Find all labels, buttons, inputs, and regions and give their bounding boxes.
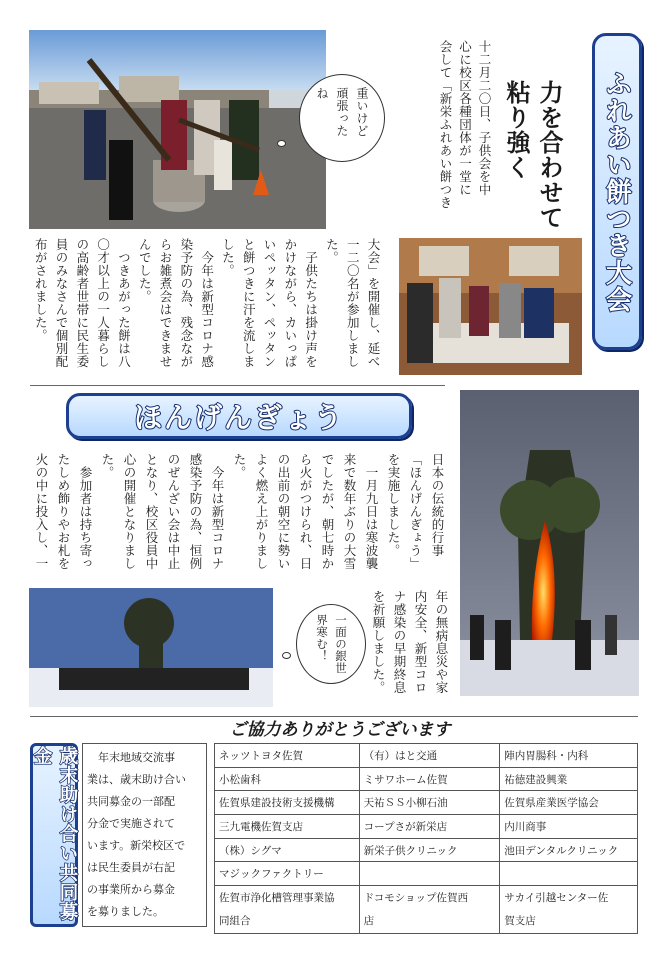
sponsor-cell — [500, 862, 638, 886]
divider-top — [30, 385, 445, 386]
sponsor-cell: 佐賀県産業医学協会 — [500, 791, 638, 815]
sponsor-cell: 陣内胃腸科・内科 — [500, 744, 638, 768]
sponsor-row — [215, 791, 638, 815]
sponsor-cell: 佐賀県建設技術支援機構 — [215, 791, 360, 815]
sponsor-cell: 賀支店 — [500, 909, 638, 933]
mochi-body-bottom: 大会」を開催し、延べ 一二〇名が参加しまし た。 子供たちは掛け声を かけながら、カいっぱ いペッタン、ペッタン と餅つきに汗を流しま した。 今年は新型コロナ感 染予防の為、残念なが らお雑煮会はできませ んでした。 つきあがった餅は八 〇才以上の一人暮らし の高齢者世帯に民生委 員のみなさんで個別配 布がされました。 — [33, 238, 381, 368]
sponsor-cell: ミサワホーム佐賀 — [359, 767, 500, 791]
sponsor-row — [215, 862, 638, 886]
sponsor-cell: ネッツトヨタ佐賀 — [215, 744, 360, 768]
sponsor-cell: （株）シグマ — [215, 838, 360, 862]
mochi-title-banner: ふれあい餅つき大会 — [592, 33, 642, 350]
sponsor-row — [215, 744, 638, 768]
sponsor-row — [215, 909, 638, 933]
fund-description: 年末地域交流事 業は、歳末助け合い 共同募金の一部配 分金で実施されて います。新栄校区で は民生委員が右記 の事業所から募金 を募りました。 — [82, 743, 207, 927]
sponsor-row — [215, 767, 638, 791]
mochi-body-top: 十二月二〇日、子供会を中 心に校区各種団体が一堂に 会して「新栄ふれあい餅つき — [438, 40, 492, 209]
sponsor-table — [214, 743, 638, 934]
sponsor-cell: 祐徳建設興業 — [500, 767, 638, 791]
hongen-body-main: 日本の伝統的行事 「ほんげんぎょう」 を実施しました。 一月九日は寒波襲 来で数年ぶりの大雪 でしたが、朝七時か ら火がつけられ、日 の出前の朝空に勢い よく燃え上がりまし た。 今年は新型コロナ 感染予防の為、恒例 のぜんざい会は中止 となり、校区役員中 心の開催となりまし た。 参加者は持ち寄っ たしめ飾りやお札を 火の中に投入し、一 — [34, 453, 445, 570]
mochi-speech-bubble: 重いけど頑張ったね — [299, 74, 385, 162]
mochi-photo — [29, 30, 326, 229]
sponsor-cell: マジックファクトリー — [215, 862, 360, 886]
mochi-headline: 力を合わせて粘り強く — [502, 80, 564, 230]
sponsor-cell: サカイ引越センター佐 — [500, 886, 638, 910]
sponsor-cell: 三九電機佐賀支店 — [215, 815, 360, 839]
thanks-heading: ご協力ありがとうございます — [229, 720, 451, 740]
fund-title-banner: 歳末助け合い共同募金 — [30, 743, 78, 927]
sponsor-cell: 池田デンタルクリニック — [500, 838, 638, 862]
sponsor-row — [215, 886, 638, 910]
hongen-body-below: 年の無病息災や家 内安全、新型コロ ナ感染の早期終息 を祈願しました。 — [371, 590, 449, 694]
sponsor-cell: 同組合 — [215, 909, 360, 933]
sponsor-cell: （有）はと交通 — [359, 744, 500, 768]
sponsor-cell: 小松歯科 — [215, 767, 360, 791]
sponsor-cell: 佐賀市浄化槽管理事業協 — [215, 886, 360, 910]
sponsor-cell: 天祐ＳＳ小柳石油 — [359, 791, 500, 815]
hongen-fire-photo — [460, 390, 639, 696]
sponsor-cell: コープさが新栄店 — [359, 815, 500, 839]
sponsor-cell: 内川商事 — [500, 815, 638, 839]
bubble-tail-dot — [282, 652, 291, 659]
sponsor-cell: ドコモショップ佐賀西 — [359, 886, 500, 910]
sponsor-row — [215, 815, 638, 839]
sponsor-cell: 店 — [359, 909, 500, 933]
hongen-title-banner: ほんげんぎょう — [66, 393, 412, 439]
sponsor-cell: 新栄子供クリニック — [359, 838, 500, 862]
divider-bottom — [30, 716, 638, 717]
bubble-tail-dot — [277, 140, 286, 147]
hongen-group-photo — [29, 588, 273, 707]
mochi-packing-photo — [399, 238, 582, 375]
hongen-speech-bubble: 一面の銀世界寒む！ — [296, 604, 366, 684]
sponsor-cell — [359, 862, 500, 886]
sponsor-row — [215, 838, 638, 862]
